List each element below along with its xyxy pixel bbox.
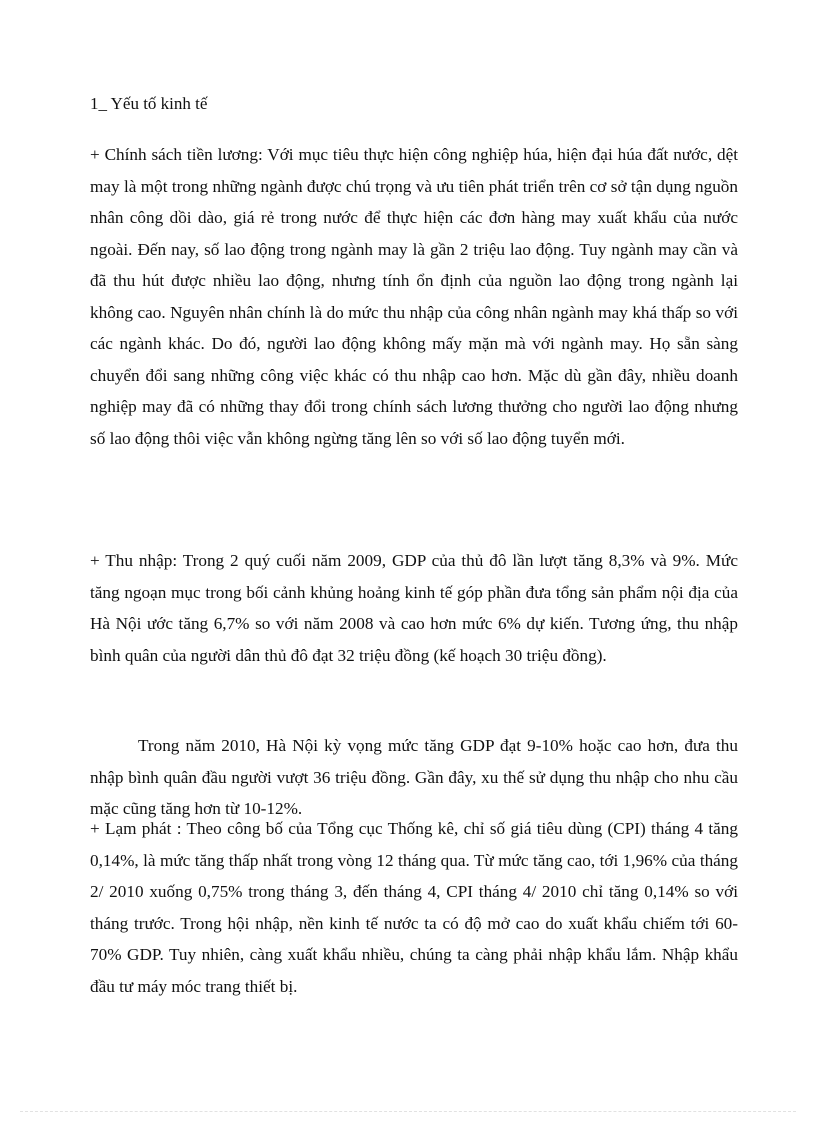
paragraph-wage-policy: + Chính sách tiền lương: Với mục tiêu thực hiện công nghiệp húa, hiện đại húa đất nước, dệt may là một trong những ngành được chú trọng và ưu tiên phát triển trên cơ sở tận dụng nguồn nhân công dồi dào, giá rẻ trong nước để thực hiện các đơn hàng may xuất khẩu của nước ngoài. Đến nay, số lao động trong ngành may là gần 2 triệu lao động. Tuy ngành may cần và đã thu hút được nhiều lao động, nhưng tính ổn định của nguồn lao động trong ngành lại không cao. Nguyên nhân chính là do mức thu nhập của công nhân ngành may khá thấp so với các ngành khác. Do đó, người lao động không mấy mặn mà với ngành may. Họ sẵn sàng chuyển đổi sang những công việc khác có thu nhập cao hơn. Mặc dù gần đây, nhiều doanh nghiệp may đã có những thay đổi trong chính sách lương thưởng cho người lao động nhưng số lao động thôi việc vẫn không ngừng tăng lên so với số lao động tuyển mới.	[90, 145, 738, 448]
paragraph-income: + Thu nhập: Trong 2 quý cuối năm 2009, GDP của thủ đô lần lượt tăng 8,3% và 9%. Mức tăng ngoạn mục trong bối cảnh khủng hoảng kinh tế góp phần đưa tổng sản phẩm nội địa của Hà Nội ước tăng 6,7% so với năm 2008 và cao hơn mức 6% dự kiến. Tương ứng, thu nhập bình quân của người dân thủ đô đạt 32 triệu đồng (kế hoạch 30 triệu đồng).	[90, 551, 738, 665]
page-footer-divider	[20, 1111, 796, 1112]
paragraph-2010-outlook: Trong năm 2010, Hà Nội kỳ vọng mức tăng GDP đạt 9-10% hoặc cao hơn, đưa thu nhập bình quân đầu người vượt 36 triệu đồng. Gần đây, xu thế sử dụng thu nhập cho nhu cầu mặc cũng tăng hơn từ 10-12%.	[90, 736, 738, 818]
paragraph-inflation: + Lạm phát : Theo công bố của Tổng cục Thống kê, chỉ số giá tiêu dùng (CPI) tháng 4 tăng 0,14%, là mức tăng thấp nhất trong vòng 12 tháng qua. Từ mức tăng cao, tới 1,96% của tháng 2/ 2010 xuống 0,75% trong tháng 3, đến tháng 4, CPI tháng 4/ 2010 chỉ tăng 0,14% so với tháng trước. Trong hội nhập, nền kinh tế nước ta có độ mở cao do xuất khẩu chiếm tới 60-70% GDP. Tuy nhiên, càng xuất khẩu nhiều, chúng ta càng phải nhập khẩu lắm. Nhập khẩu đầu tư máy móc trang thiết bị.	[90, 819, 738, 996]
section-heading: 1_ Yếu tố kinh tế	[90, 94, 208, 113]
